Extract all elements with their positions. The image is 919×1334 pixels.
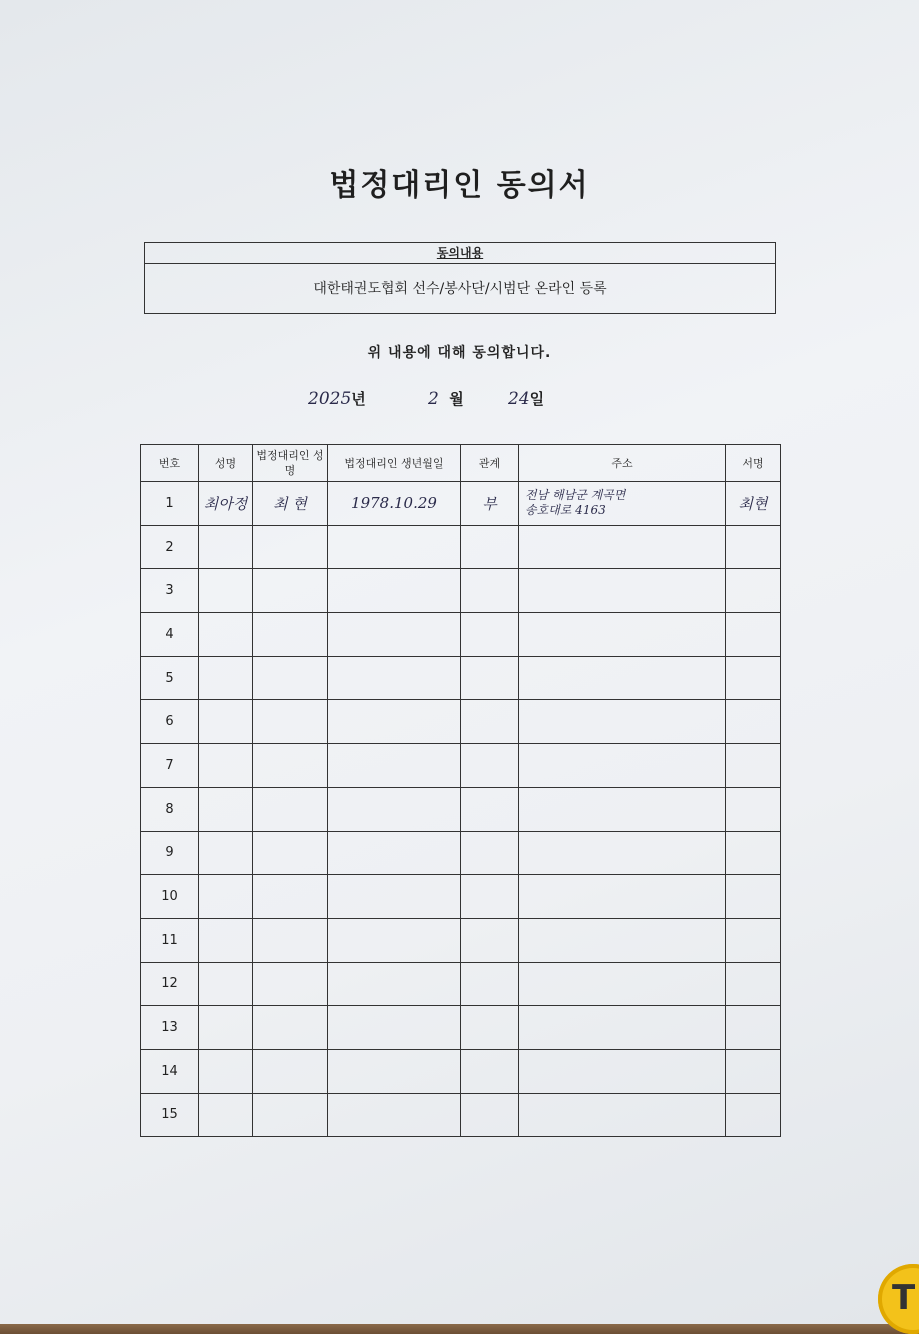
cell-address [519, 744, 726, 788]
cell-address [519, 918, 726, 962]
date-month-unit: 월 [449, 390, 464, 408]
header-signature: 서명 [726, 445, 781, 482]
cell-name: 최아정 [199, 482, 253, 526]
date-day: 24 [508, 389, 530, 409]
cell-rep-birth [328, 962, 461, 1006]
cell-rep-birth [328, 875, 461, 919]
table-header-row [141, 445, 781, 482]
cell-name [199, 613, 253, 657]
cell-address [519, 613, 726, 657]
table-row [141, 482, 781, 526]
guardian-table [140, 444, 781, 1137]
cell-rep-name [253, 525, 328, 569]
cell-rep-name: 최 현 [253, 482, 328, 526]
cell-name [199, 656, 253, 700]
cell-relation [461, 656, 519, 700]
row-number: 7 [141, 744, 199, 788]
cell-name [199, 525, 253, 569]
table-row [141, 613, 781, 657]
table-row [141, 1049, 781, 1093]
cell-relation [461, 569, 519, 613]
cell-address [519, 1093, 726, 1137]
cell-address [519, 700, 726, 744]
cell-rep-birth [328, 613, 461, 657]
cell-address [519, 525, 726, 569]
cell-name [199, 962, 253, 1006]
cell-name [199, 569, 253, 613]
header-rep-name: 법정대리인 성명 [253, 445, 328, 482]
cell-rep-name [253, 569, 328, 613]
cell-rep-name [253, 1006, 328, 1050]
cell-rep-name [253, 875, 328, 919]
cell-rep-name [253, 613, 328, 657]
cell-address [519, 1006, 726, 1050]
header-address: 주소 [519, 445, 726, 482]
row-number: 1 [141, 482, 199, 526]
cell-signature [726, 700, 781, 744]
date-year-group [308, 388, 366, 418]
cell-name [199, 744, 253, 788]
table-row [141, 1093, 781, 1137]
cell-name [199, 875, 253, 919]
header-no: 번호 [141, 445, 199, 482]
row-number: 10 [141, 875, 199, 919]
cell-rep-birth [328, 918, 461, 962]
date-day-unit: 일 [529, 390, 545, 408]
cell-rep-name [253, 831, 328, 875]
cell-relation [461, 918, 519, 962]
cell-signature: 최현 [726, 482, 781, 526]
table-row [141, 918, 781, 962]
cell-address [519, 831, 726, 875]
cell-rep-name [253, 1093, 328, 1137]
consent-body: 대한태권도협회 선수/봉사단/시범단 온라인 등록 [313, 281, 607, 297]
cell-signature [726, 744, 781, 788]
cell-address [519, 962, 726, 1006]
row-number: 6 [141, 700, 199, 744]
address-line-1: 전남 해남군 계곡면 [525, 488, 626, 503]
cell-rep-birth [328, 787, 461, 831]
row-number: 8 [141, 787, 199, 831]
cell-rep-birth [328, 569, 461, 613]
consent-header: 동의내용 [145, 243, 775, 264]
consent-box [144, 242, 776, 314]
date-year: 2025 [308, 389, 352, 409]
document-title: 법정대리인 동의서 [329, 168, 590, 203]
cell-rep-birth: 1978.10.29 [328, 482, 461, 526]
date-month-group [428, 388, 464, 418]
table-row [141, 525, 781, 569]
cell-name [199, 1049, 253, 1093]
date-day-group [508, 388, 544, 418]
cell-address [519, 787, 726, 831]
table-row [141, 700, 781, 744]
cell-relation [461, 613, 519, 657]
cell-rep-birth [328, 700, 461, 744]
row-number: 2 [141, 525, 199, 569]
desk-surface [0, 1324, 919, 1334]
cell-rep-birth [328, 656, 461, 700]
cell-relation [461, 525, 519, 569]
cell-relation [461, 962, 519, 1006]
row-number: 11 [141, 918, 199, 962]
cell-rep-name [253, 918, 328, 962]
cell-rep-name [253, 656, 328, 700]
cell-address [519, 482, 726, 526]
table-body [141, 482, 781, 1137]
table-row [141, 569, 781, 613]
cell-name [199, 787, 253, 831]
cell-rep-birth [328, 1049, 461, 1093]
badge-glyph: T [892, 1278, 916, 1318]
row-number: 3 [141, 569, 199, 613]
cell-address [519, 1049, 726, 1093]
cell-signature [726, 569, 781, 613]
cell-name [199, 1093, 253, 1137]
header-name: 성명 [199, 445, 253, 482]
cell-relation [461, 787, 519, 831]
cell-signature [726, 613, 781, 657]
cell-name [199, 1006, 253, 1050]
cell-rep-name [253, 1049, 328, 1093]
table-row [141, 831, 781, 875]
table-row [141, 1006, 781, 1050]
cell-signature [726, 875, 781, 919]
cell-signature [726, 918, 781, 962]
table-row [141, 875, 781, 919]
cell-signature [726, 831, 781, 875]
cell-name [199, 918, 253, 962]
cell-relation [461, 875, 519, 919]
cell-signature [726, 1006, 781, 1050]
cell-relation [461, 1006, 519, 1050]
table-row [141, 656, 781, 700]
table-row [141, 787, 781, 831]
cell-address [519, 875, 726, 919]
date-month: 2 [428, 389, 439, 409]
row-number: 4 [141, 613, 199, 657]
cell-rep-birth [328, 744, 461, 788]
cell-signature [726, 1093, 781, 1137]
row-number: 12 [141, 962, 199, 1006]
row-number: 9 [141, 831, 199, 875]
cell-signature [726, 962, 781, 1006]
cell-name [199, 831, 253, 875]
cell-signature [726, 525, 781, 569]
cell-signature [726, 787, 781, 831]
cell-rep-name [253, 700, 328, 744]
cell-signature [726, 656, 781, 700]
cell-relation [461, 1093, 519, 1137]
cell-relation [461, 700, 519, 744]
cell-rep-birth [328, 1006, 461, 1050]
cell-signature [726, 1049, 781, 1093]
row-number: 5 [141, 656, 199, 700]
cell-name [199, 700, 253, 744]
row-number: 13 [141, 1006, 199, 1050]
cell-rep-name [253, 744, 328, 788]
agreement-statement: 위 내용에 대해 동의합니다. [367, 345, 552, 361]
cell-relation: 부 [461, 482, 519, 526]
cell-rep-name [253, 962, 328, 1006]
header-rep-birth: 법정대리인 생년월일 [328, 445, 461, 482]
table-row [141, 744, 781, 788]
row-number: 15 [141, 1093, 199, 1137]
cell-relation [461, 744, 519, 788]
cell-relation [461, 831, 519, 875]
address-line-2: 송호대로 4163 [525, 503, 606, 518]
cell-address [519, 656, 726, 700]
cell-rep-name [253, 787, 328, 831]
table-row [141, 962, 781, 1006]
cell-rep-birth [328, 831, 461, 875]
cell-address [519, 569, 726, 613]
date-year-unit: 년 [351, 390, 366, 408]
header-relation: 관계 [461, 445, 519, 482]
row-number: 14 [141, 1049, 199, 1093]
cell-rep-birth [328, 1093, 461, 1137]
cell-rep-birth [328, 525, 461, 569]
cell-relation [461, 1049, 519, 1093]
